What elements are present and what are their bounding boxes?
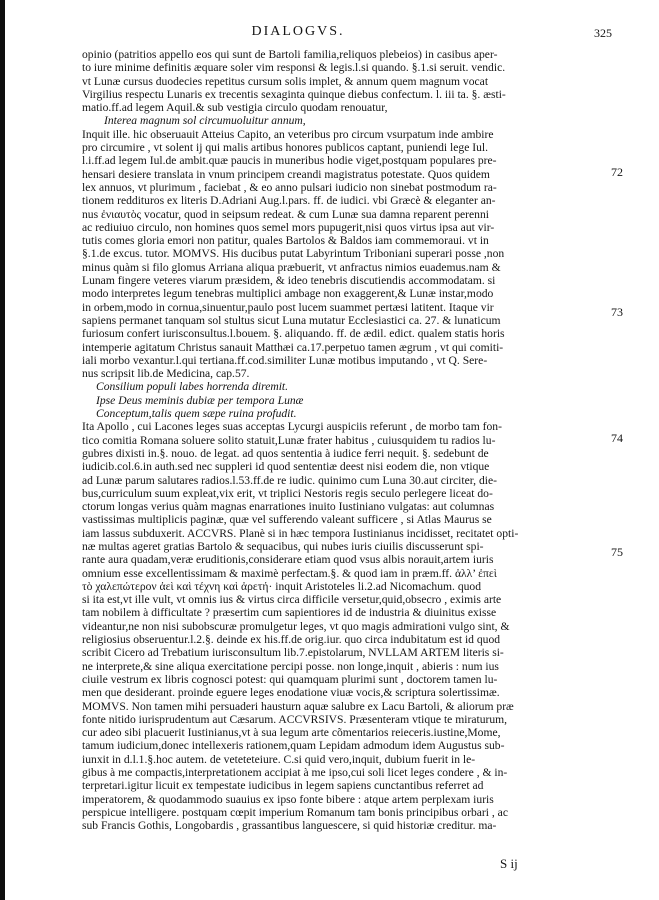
marginal-number: 73 xyxy=(611,305,623,319)
text-line: Inquit ille. hic obseruauit Atteius Capito, an veteribus pro circum vsurpatum inde ambire xyxy=(82,127,494,141)
text-line: ctorum longas verius quàm magnas enarrationes inuito Iustiniano vulgatas: aut columnas xyxy=(82,500,495,514)
text-line: intemperie agitatum Christus sanauit Matthæi ca.17.perpetuo tamen ægrum , vt qui comiti- xyxy=(82,340,504,354)
text-line: fonte nitido iurisprudentum aut Cæsarum. ACCVRSIVS. Præsenteram vtique te miraturum, xyxy=(82,712,508,726)
text-line: tionem reddituros ex literis D.Adriani Aug.l.pars. ff. de iudici. vbi Græcè & eleganter an- xyxy=(82,194,496,208)
text-line: tico comitia Romana soluere solito statuit,Lunæ frater habitus , cuiusquidem tu radios lu- xyxy=(82,433,496,447)
text-line: Lunam fingere veteres viarum præsidem, & ideo tenebris discutiendis accommodatam. si xyxy=(82,274,496,288)
text-line: vt Lunæ cursus duodecies repetitus cursum solis implet, & annum quem magnum vocat xyxy=(82,74,489,88)
body-text xyxy=(82,48,612,833)
text-line: iali morbo vexantur.l.qui tertiana.ff.cod.similiter Lunæ motibus imputando , vt Q. Sere- xyxy=(82,353,488,367)
text-line: scribit Cicero ad Trebatium iurisconsultum lib.7.epistolarum, NVLLAM ARTEM literis si- xyxy=(82,646,504,660)
text-line: tamum iudicium,donec intellexeris rationem,quam Lepidam admodum idem Augustus sub- xyxy=(82,739,505,753)
verse-line: Conceptum,talis quem sæpe ruina profudit. xyxy=(96,407,297,421)
text-line: gibus à me compactis,interpretationem accipiat à me ipso,cui soli licet leges condere , & in- xyxy=(82,766,508,780)
text-line: rante aura quadam,veræ eruditionis,considerare etiam quod vsus albis norauit,artem iuris xyxy=(82,553,494,567)
text-line: §.1.de excus. tutor. MOMVS. His ducibus putat Labyrintum Triboniani superari posse ,non xyxy=(82,247,505,261)
text-line: terpretari.igitur licuit ex tempestate iudicibus in legem sapiens cunctantibus referret ad xyxy=(82,779,484,793)
text-line: to iure minime definitis æquare soler vim responsi & legis.l.si quando. §.1.si seruit. vendic. xyxy=(82,61,506,75)
text-line: Ita Apollo , cui Lacones leges suas acceptas Lycurgi auspiciis referunt , de morbo tam fon- xyxy=(82,420,502,434)
running-head: DIALOGVS. xyxy=(251,24,345,39)
marginal-number: 72 xyxy=(611,165,623,179)
text-line: tutis comes gloria emori non patitur, quales Bartolos & Baldos iam commemoraui. vt in xyxy=(82,234,489,248)
text-line: τὸ χαλεπώτερον ἀεὶ καὶ τέχνη καὶ ἀρετή· inquit Aristoteles li.2.ad Nicomachum. quod xyxy=(82,579,482,593)
text-line: iudicib.col.6.in auth.sed nec suppleri id quod sententiæ deest nisi eodem die, non vtique xyxy=(82,460,490,474)
text-line: sub Francis Gothis, Longobardis , grassantibus languescere, si quid historiæ creditur. ma- xyxy=(82,819,497,833)
page-number: 325 xyxy=(594,26,612,40)
text-line: minus quàm si filo glomus Arriana aliqua præbuerit, vt anfractus nimios euademus.nam & xyxy=(82,260,501,274)
marginal-number: 75 xyxy=(611,545,623,559)
text-line: sapiens permanet tanquam sol stultus sicut Luna mutatur Ecclesiastici ca. 27. & lunaticum xyxy=(82,313,501,327)
text-line: gubres dixisti in.§. nouo. de legat. ad quos sententia à iudice ferri nequit. §. sedebunt de xyxy=(82,446,489,460)
text-line: næ multas ageret gratias Bartolo & sequacibus, qui nubes iuris ciuilis discusserunt spi- xyxy=(82,539,484,553)
verse-line: Consilium populi labes horrenda diremit. xyxy=(96,380,289,394)
text-line: iunxit in d.l.1.§.hoc autem. de veteteteiure. C.si quid vero,inquit, dubium fuerit in le- xyxy=(82,752,476,766)
text-line: religiosius obseruentur.l.2.§. deinde ex his.ff.de orig.iur. quo circa indubitatum est id quod xyxy=(82,633,501,647)
text-line: hensari desiere translata in vnum principem creandi magistratus potestate. Quos quidem xyxy=(82,167,490,181)
text-line: ciuile vestrum ex libris cognosci potest: qui quamquam plurimi sunt , doctorem tamen lu- xyxy=(82,672,498,686)
verse-line: Ipse Deus meminis dubiæ per tempora Lunæ xyxy=(96,393,304,407)
text-line: iam lassus subduxerit. ACCVRS. Planè si in hæc tempora Iustinianus incidisset, recitatet opti- xyxy=(82,526,519,540)
text-line: omnium esse excellentissimam & maximè perfectam.§. & quod iam in præm.ff. ἀλλ’ ἐπεὶ xyxy=(82,566,497,580)
text-line: lex annuos, vt plurimum , faciebat , & eo anno pulsari iudicio non sinebat postmodum ra- xyxy=(82,180,497,194)
text-line: ne interprete,& sine aliqua exercitatione percipi posse. non longe,inquit , abieris : num ius xyxy=(82,659,499,673)
text-line: nus ἐνιαυτὸς vocatur, quod in seipsum redeat. & cum Lunæ sua damna reparent perenni xyxy=(82,207,489,221)
text-line: opinio (patritios appello eos qui sunt de Bartoli familia,reliquos plebeios) in casibus aper- xyxy=(82,48,498,61)
text-line: imperatorem, & quodammodo suauius ex ipso fonte bibere : atque artem perplexam iuris xyxy=(82,792,494,806)
text-line: MOMVS. Non tamen mihi persuaderi hausturn aquæ salubre ex Lacu Bartoli, & aliorum præ xyxy=(82,699,514,713)
text-line: vastissimas multiplicis paginæ, quæ vel sufferendo valeant sufficere , si Atlas Maurus se xyxy=(82,513,492,527)
text-line: cur adeo sibi placuerit Iustinianus,vt à sua legum arte cõmentarios reieceris.iustine,Mome, xyxy=(82,726,501,740)
marginal-number: 74 xyxy=(611,431,623,445)
text-line: in orbem,modo in cornua,sinuentur,paulo post lucem suammet pertæsi latitent. Itaque vir xyxy=(82,300,494,314)
text-line: si ita est,vt ille vult, vt omnis ius & virtus circa difficile versetur,quid,obsecro , eximis arte xyxy=(82,593,502,607)
signature-mark: S ij xyxy=(500,856,518,871)
text-line: men que desiderant. proinde eguere leges enodatione viuæ vocis,& scriptura solertissimæ. xyxy=(82,686,500,700)
page-edge xyxy=(0,0,5,900)
text-line: matio.ff.ad legem Aquil.& sub vestigia circulo quodam renouatur, xyxy=(82,101,388,115)
text-line: videantur,ne non nisi subobscuræ promulgetur leges, vt quo magis admirationi vulgo sint, & xyxy=(82,619,510,633)
verse-line: Interea magnum sol circumuoluitur annum, xyxy=(104,114,306,128)
text-line: bus,curriculum suum expleat,vix erit, vt triplici Nestoris regis seculo perlegere liceat do- xyxy=(82,486,493,500)
text-line: ad Lunæ parum salutares radios.l.53.ff.de re iudic. quinimo cum Luna 30.aut circiter, die- xyxy=(82,473,497,487)
text-line: modo interpretes legum tenebras multiplici ambage non exaggerent,& Lunæ instar,modo xyxy=(82,287,494,301)
text-line: l.i.ff.ad legem Iul.de ambit.quæ paucis in muneribus hodie viget,postquam populares pre- xyxy=(82,154,497,168)
text-line: nus scripsit lib.de Medicina, cap.57. xyxy=(82,367,250,381)
text-line: ac rediuiuo circulo, non homines quos semel mors pupugerit,nisi quos virtus ipsa aut vir- xyxy=(82,220,495,234)
text-line: perspicue intelligere. postquam cœpit imperium Romanum tam bonis principibus orbari , ac xyxy=(82,805,508,819)
text-line: tam nobilem à difficultate ? præsertim cum sapientiores id de industria & diuinitus exisse xyxy=(82,606,497,620)
text-line: furiosum confert iurisconsultus.l.bouem. §. aliquando. ff. de ædil. edict. qualem statis horis xyxy=(82,327,505,341)
text-line: Virgilius respectu Lunaris ex trecentis sexaginta quinque diebus confectum. l. iii ta. §. æsti- xyxy=(82,87,506,101)
text-line: pro circumire , vt solent ij qui malis artibus honores publicos captant, puniendi lege Iul. xyxy=(82,141,489,155)
